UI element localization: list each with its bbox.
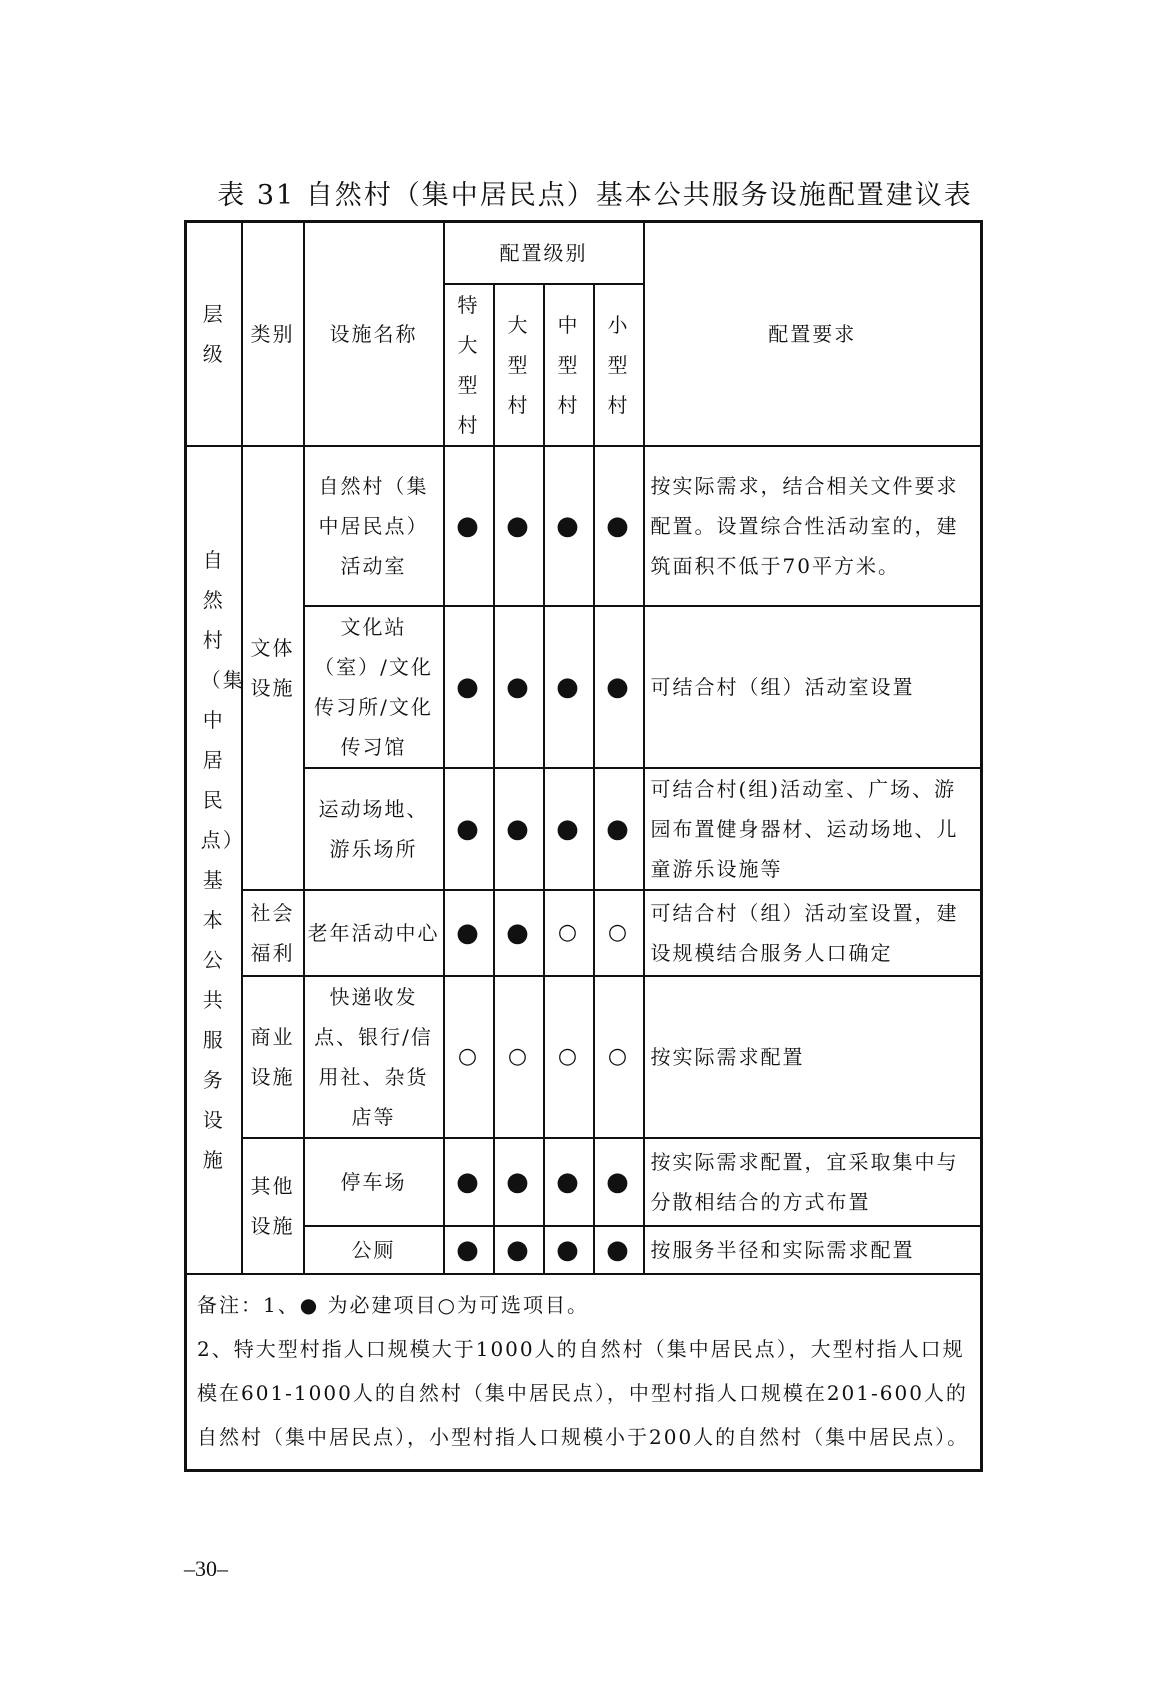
requirement-text: 按实际需求配置 <box>644 976 982 1138</box>
header-extra-large: 特大型村 <box>444 284 494 446</box>
facility-name: 公厕 <box>304 1226 444 1274</box>
category-culture: 文体设施 <box>242 446 304 890</box>
mark-small: ● <box>594 1138 644 1226</box>
mark-small: ● <box>594 606 644 768</box>
requirement-text: 按实际需求配置，宜采取集中与分散相结合的方式布置 <box>644 1138 982 1226</box>
notes-row <box>186 1274 982 1471</box>
mark-extra-large: ● <box>444 1226 494 1274</box>
level-cell: 自然村（集中居民点）基本公共服务设施 <box>186 446 242 1274</box>
header-medium: 中型村 <box>544 284 594 446</box>
mark-medium: ● <box>544 1138 594 1226</box>
table-row <box>186 606 982 768</box>
mark-small: ○ <box>594 976 644 1138</box>
category-welfare: 社会福利 <box>242 890 304 976</box>
facility-name: 快递收发点、银行/信用社、杂货店等 <box>304 976 444 1138</box>
facility-name: 自然村（集中居民点）活动室 <box>304 446 444 606</box>
requirement-text: 按服务半径和实际需求配置 <box>644 1226 982 1274</box>
mark-extra-large: ● <box>444 1138 494 1226</box>
mark-extra-large: ○ <box>444 976 494 1138</box>
table-row <box>186 1138 982 1226</box>
mark-medium: ● <box>544 606 594 768</box>
mark-medium: ● <box>544 446 594 606</box>
table-row <box>186 446 982 606</box>
facility-name: 停车场 <box>304 1138 444 1226</box>
header-small: 小型村 <box>594 284 644 446</box>
table-title: 表 31 自然村（集中居民点）基本公共服务设施配置建议表 <box>217 180 973 211</box>
mark-extra-large: ● <box>444 890 494 976</box>
note-line-2: 2、特大型村指人口规模大于1000人的自然村（集中居民点），大型村指人口规模在601-1000人的自然村（集中居民点），中型村指人口规模在201-600人的自然村（集中居民点），小型村指人口规模小于200人的自然村（集中居民点）。 <box>197 1336 970 1449</box>
mark-small: ● <box>594 768 644 890</box>
mark-extra-large: ● <box>444 446 494 606</box>
mark-large: ● <box>494 890 544 976</box>
table-row <box>186 1226 982 1274</box>
requirement-text: 可结合村（组）活动室设置，建设规模结合服务人口确定 <box>644 890 982 976</box>
category-commerce: 商业设施 <box>242 976 304 1138</box>
mark-small: ● <box>594 446 644 606</box>
mark-extra-large: ● <box>444 768 494 890</box>
header-row-1 <box>186 222 982 284</box>
note-line-1: 备注：1、● 为必建项目○为可选项目。 <box>197 1292 589 1317</box>
category-other: 其他设施 <box>242 1138 304 1274</box>
mark-medium: ● <box>544 1226 594 1274</box>
facility-name: 运动场地、游乐场所 <box>304 768 444 890</box>
mark-large: ● <box>494 1226 544 1274</box>
mark-large: ● <box>494 768 544 890</box>
requirement-text: 可结合村(组)活动室、广场、游园布置健身器材、运动场地、儿童游乐设施等 <box>644 768 982 890</box>
mark-large: ○ <box>494 976 544 1138</box>
facility-config-table <box>184 220 983 1472</box>
table-row <box>186 890 982 976</box>
mark-medium: ○ <box>544 976 594 1138</box>
facility-name: 老年活动中心 <box>304 890 444 976</box>
page-number: –30– <box>184 1556 228 1581</box>
requirement-text: 按实际需求，结合相关文件要求配置。设置综合性活动室的，建筑面积不低于70平方米。 <box>644 446 982 606</box>
table-row <box>186 768 982 890</box>
header-config-level: 配置级别 <box>444 222 644 284</box>
facility-name: 文化站（室）/文化传习所/文化传习馆 <box>304 606 444 768</box>
notes-cell <box>186 1274 982 1471</box>
mark-medium: ○ <box>544 890 594 976</box>
mark-large: ● <box>494 1138 544 1226</box>
table-row <box>186 976 982 1138</box>
mark-large: ● <box>494 446 544 606</box>
header-large: 大型村 <box>494 284 544 446</box>
mark-medium: ● <box>544 768 594 890</box>
mark-small: ● <box>594 1226 644 1274</box>
header-level: 层级 <box>186 222 242 446</box>
requirement-text: 可结合村（组）活动室设置 <box>644 606 982 768</box>
header-facility: 设施名称 <box>304 222 444 446</box>
mark-extra-large: ● <box>444 606 494 768</box>
mark-large: ● <box>494 606 544 768</box>
header-category: 类别 <box>242 222 304 446</box>
mark-small: ○ <box>594 890 644 976</box>
header-requirement: 配置要求 <box>644 222 982 446</box>
